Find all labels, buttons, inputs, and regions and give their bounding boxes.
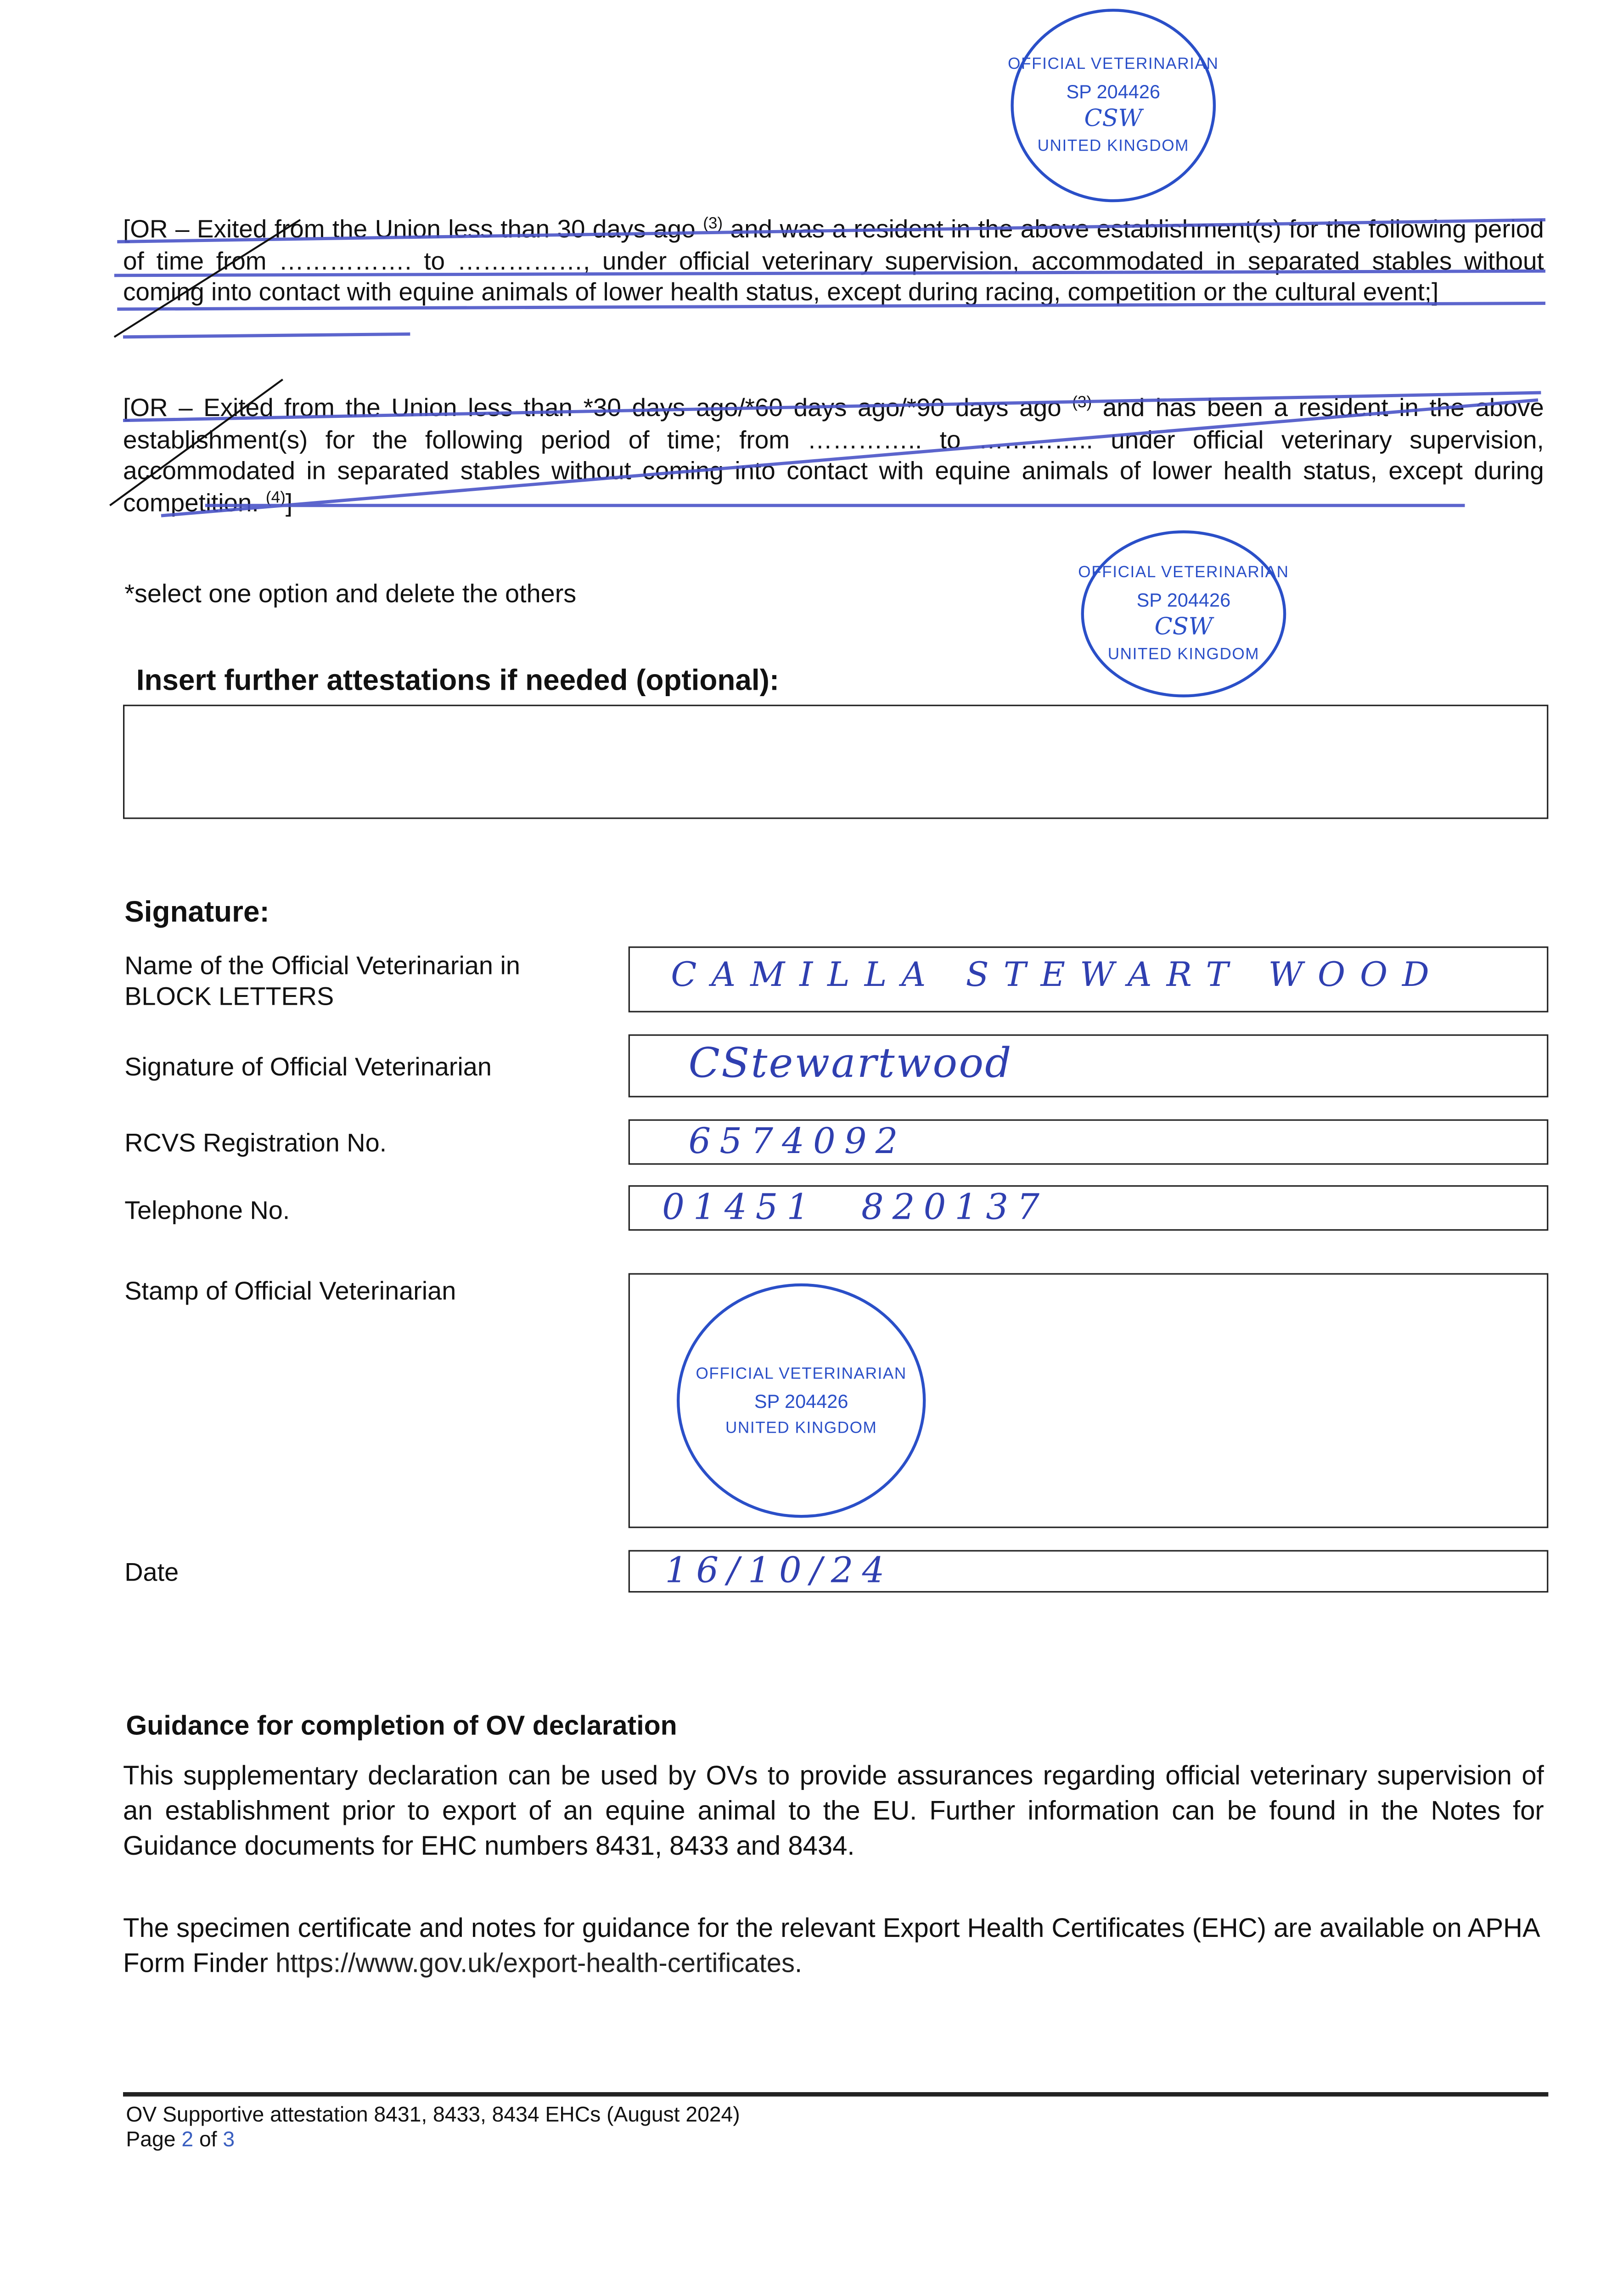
attestations-input[interactable]: [123, 705, 1548, 819]
period: .: [795, 1948, 803, 1978]
signature-label: Signature of Official Veterinarian: [124, 1052, 492, 1081]
official-veterinarian-stamp-middle: [1078, 530, 1289, 698]
attestations-heading: Insert further attestations if needed (optional):: [136, 665, 780, 698]
bracket: ]: [285, 487, 293, 517]
select-note: *select one option and delete the others: [124, 579, 577, 608]
or30-text: [OR – Exited from the Union less than 30 days ago: [123, 214, 696, 243]
footnote-ref: (4): [265, 489, 286, 507]
date-value: 16/10/24: [665, 1550, 893, 1591]
page-current: 2: [181, 2128, 194, 2152]
footer-divider: [123, 2092, 1548, 2097]
rcvs-field[interactable]: [629, 1120, 1549, 1165]
signature-heading: Signature:: [124, 896, 270, 929]
export-certificates-link[interactable]: https://www.gov.uk/export-health-certificates: [275, 1948, 795, 1978]
stamp-initials: CSW: [1154, 612, 1213, 641]
footer: [126, 2104, 740, 2154]
stamp-initials: CSW: [1084, 104, 1143, 132]
footnote-ref: (3): [703, 215, 723, 233]
page-number: [126, 2129, 740, 2154]
footnote-ref: (3): [1072, 394, 1092, 412]
date-label: Date: [124, 1557, 179, 1587]
stamp-top-text: OFFICIAL VETERINARIAN: [1008, 56, 1219, 73]
official-veterinarian-stamp-top: [1008, 9, 1219, 202]
phone-value: 01451 820137: [662, 1187, 1049, 1228]
guidance-paragraph-2: [123, 1910, 1544, 1981]
page-total: 3: [223, 2128, 235, 2152]
stamp-top-text: OFFICIAL VETERINARIAN: [1078, 564, 1289, 582]
stamp-bottom-text: UNITED KINGDOM: [1107, 646, 1260, 664]
stamp-field: [629, 1273, 1549, 1528]
stamp-label: Stamp of Official Veterinarian: [124, 1276, 456, 1306]
page-prefix: Page: [126, 2128, 182, 2152]
stamp-bottom-text: UNITED KINGDOM: [725, 1418, 877, 1437]
guidance-heading: Guidance for completion of OV declaration: [126, 1710, 677, 1741]
stamp-number: SP 204426: [1066, 80, 1161, 103]
name-field[interactable]: [629, 946, 1549, 1013]
guidance-text: The specimen certificate and notes for guidance for the relevant Export Health Certificates (EHC) are available on APHA Form Finder: [123, 1913, 1539, 1978]
stamp-number: SP 204426: [754, 1390, 848, 1412]
name-value: CAMILLA STEWART WOOD: [671, 957, 1444, 995]
guidance-paragraph-1: This supplementary declaration can be used by OVs to provide assurances regarding official veterinary supervision of an establishment prior to export of an equine animal to the EU. Further information can be found in the Notes for Guidance documents for EHC numbers 8431, 8433 and 8434.: [123, 1761, 1544, 1861]
or90-text: [OR – Exited from the Union less than *30 days ago/*60 days ago/*90 days ago: [123, 393, 1061, 422]
or30-text-cont: and was a resident in the above establishment(s) for the following period of time from ……………. to ……………, under official veterinary supervision, accommodated in separated stables without coming into contact with equine animals of lower health status, except during racing, competition or the cultural event;]: [123, 214, 1544, 307]
stamp-number: SP 204426: [1136, 589, 1231, 611]
official-veterinarian-stamp-box: [677, 1283, 926, 1518]
signature-value: CStewartwood: [688, 1039, 1013, 1087]
footer-title: OV Supportive attestation 8431, 8433, 8434 EHCs (August 2024): [126, 2104, 740, 2127]
page-of: of: [193, 2128, 223, 2152]
stamp-top-text: OFFICIAL VETERINARIAN: [696, 1364, 907, 1383]
signature-field[interactable]: [629, 1034, 1549, 1097]
rcvs-label: RCVS Registration No.: [124, 1128, 387, 1158]
stamp-bottom-text: UNITED KINGDOM: [1037, 137, 1189, 156]
date-field[interactable]: [629, 1550, 1549, 1593]
name-label: Name of the Official Veterinarian in BLOCK LETTERS: [124, 951, 520, 1011]
or-30-days-paragraph: [123, 214, 1544, 309]
phone-field[interactable]: [629, 1185, 1549, 1231]
rcvs-value: 6574092: [688, 1120, 907, 1162]
phone-label: Telephone No.: [124, 1195, 290, 1225]
or-90-days-paragraph: [123, 393, 1544, 519]
or90-text-cont: and has been a resident in the above establishment(s) for the following period of time; from ………….. to ………….. under official veterinary supervision, accommodated in separated stables without coming into contact with equine animals of lower health status, except during competition.: [123, 393, 1544, 517]
